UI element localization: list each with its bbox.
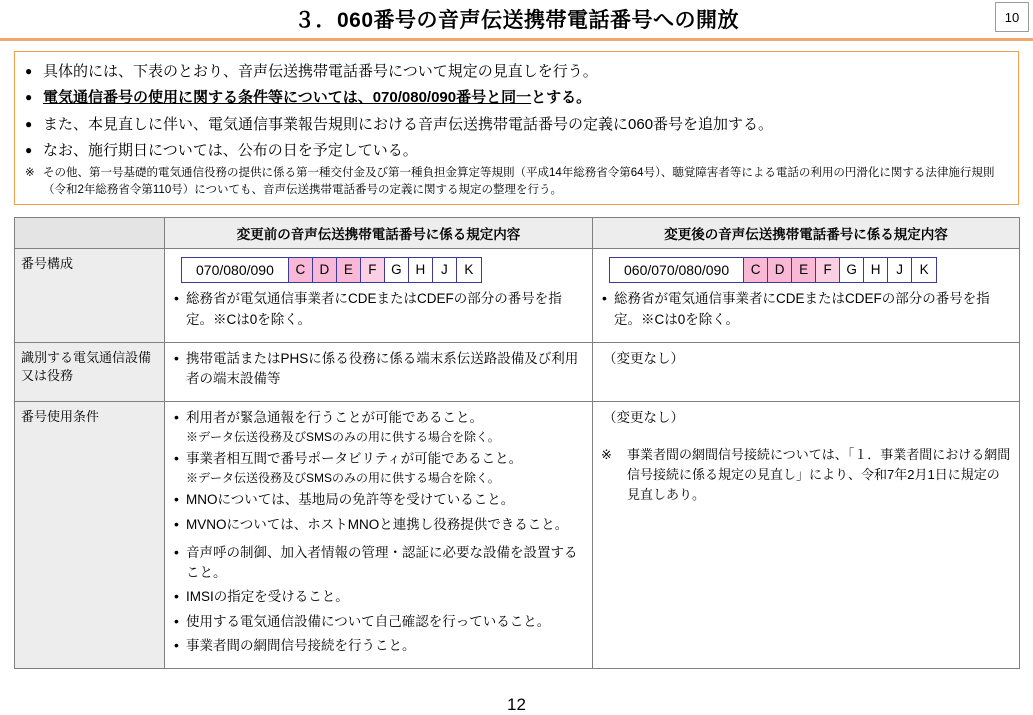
number-format-strip xyxy=(181,257,482,283)
table-row xyxy=(15,249,1020,343)
digit-box-j: J xyxy=(433,258,457,282)
digit-box-h: H xyxy=(864,258,888,282)
note-text: また、本見直しに伴い、電気通信事業報告規則における音声伝送携帯電話番号の定義に060番号を追加する。 xyxy=(43,115,774,133)
table-header-before: 変更前の音声伝送携帯電話番号に係る規定内容 xyxy=(165,218,593,249)
digit-box-h: H xyxy=(409,258,433,282)
list-item: • 使用する電気通信設備について自己確認を行っていること。 xyxy=(173,612,584,632)
table-header-row xyxy=(15,218,1020,249)
digit-box-f: F xyxy=(361,258,385,282)
cell-after-number-structure xyxy=(593,249,1020,343)
table-header-after: 変更後の音声伝送携帯電話番号に係る規定内容 xyxy=(593,218,1020,249)
digit-box-d: D xyxy=(768,258,792,282)
cell-before-identified-facilities xyxy=(165,342,593,402)
list-item: • IMSIの指定を受けること。 xyxy=(173,587,584,607)
list-item-text: 利用者が緊急通報を行うことが可能であること。 xyxy=(186,410,483,426)
table-row xyxy=(15,402,1020,669)
list-item: • 総務省が電気通信事業者にCDEまたはCDEFの部分の番号を指定。※Cは0を除く。 xyxy=(601,289,1011,330)
page-number-value: 10 xyxy=(1004,9,1020,25)
note-item xyxy=(25,60,1008,83)
list-item: • 音声呼の制御、加入者情報の管理・認証に必要な設備を設置すること。 xyxy=(173,543,584,584)
list-item xyxy=(173,408,584,445)
cell-footnote-mark: ※ xyxy=(601,446,612,462)
footnote xyxy=(25,165,1008,198)
cell-bullet-list xyxy=(601,289,1011,330)
digit-box-j: J xyxy=(888,258,912,282)
row-label: 識別する電気通信設備又は役務 xyxy=(15,342,165,402)
page-title xyxy=(0,0,1033,38)
digit-box-k: K xyxy=(912,258,936,282)
list-item-subnote: ※データ伝送役務及びSMSのみの用に供する場合を除く。 xyxy=(186,470,500,485)
cell-after-identified-facilities xyxy=(593,342,1020,402)
table-corner-cell xyxy=(15,218,165,249)
row-label: 番号構成 xyxy=(15,249,165,343)
bullet-icon: ● xyxy=(25,142,33,157)
bullet-icon: ● xyxy=(25,90,33,105)
bullet-icon: ● xyxy=(25,64,33,78)
digit-box-f: F xyxy=(816,258,840,282)
footnote-text: その他、第一号基礎的電気通信役務の提供に係る第一種交付金及び第一種負担金算定等規則（平成14年総務省令第64号）、聴覚障害者等による電話の利用の円滑化に関する法律施行規則（令和2年総務省令第110号）についても、音声伝送携帯電話番号の定義に関する規定の整理を行う。 xyxy=(43,167,995,196)
note-text-tail: とする。 xyxy=(531,89,592,107)
digit-box-k: K xyxy=(457,258,481,282)
no-change-label: （変更なし） xyxy=(603,350,684,366)
list-item: • MVNOについては、ホストMNOと連携し役務提供できること。 xyxy=(173,515,584,535)
list-item-text: 事業者相互間で番号ポータビリティが可能であること。 xyxy=(186,451,523,467)
list-item-subnote: ※データ伝送役務及びSMSのみの用に供する場合を除く。 xyxy=(186,429,500,444)
note-item xyxy=(25,139,1008,162)
list-item: • 事業者間の網間信号接続を行うこと。 xyxy=(173,636,584,656)
digit-box-g: G xyxy=(840,258,864,282)
summary-notes-box xyxy=(14,51,1019,205)
note-item xyxy=(25,86,1008,109)
page-title-text: ３．060番号の音声伝送携帯電話番号への開放 xyxy=(293,9,740,32)
title-divider xyxy=(0,38,1033,41)
digit-box-d: D xyxy=(313,258,337,282)
list-item: • 総務省が電気通信事業者にCDEまたはCDEFの部分の番号を指定。※Cは0を除く。 xyxy=(173,289,584,330)
digit-box-c: C xyxy=(289,258,313,282)
note-text-emphasis: 電気通信番号の使用に関する条件等については、070/080/090番号と同一 xyxy=(43,89,532,107)
note-text: 具体的には、下表のとおり、音声伝送携帯電話番号について規定の見直しを行う。 xyxy=(43,63,598,80)
list-item: • MNOについては、基地局の免許等を受けていること。 xyxy=(173,490,584,510)
cell-bullet-list xyxy=(173,289,584,330)
comparison-table xyxy=(14,217,1020,669)
note-text: なお、施行期日については、公布の日を予定している。 xyxy=(43,141,418,159)
no-change-label: （変更なし） xyxy=(603,410,684,426)
row-label: 番号使用条件 xyxy=(15,402,165,669)
list-item xyxy=(173,449,584,486)
cell-footnote-text: 事業者間の網間信号接続については、「１．事業者間における網間信号接続に係る規定の見直し」により、令和7年2月1日に規定の見直しあり。 xyxy=(627,446,1011,502)
number-prefix: 070/080/090 xyxy=(182,258,289,282)
cell-after-usage-conditions xyxy=(593,402,1020,669)
table-row xyxy=(15,342,1020,402)
cell-footnote xyxy=(601,445,1011,505)
digit-box-c: C xyxy=(744,258,768,282)
note-text xyxy=(43,86,1008,109)
digit-box-e: E xyxy=(337,258,361,282)
digit-box-e: E xyxy=(792,258,816,282)
digit-box-g: G xyxy=(385,258,409,282)
number-prefix: 060/070/080/090 xyxy=(610,258,744,282)
list-item: • 携帯電話またはPHSに係る役務に係る端末系伝送路設備及び利用者の端末設備等 xyxy=(173,349,584,390)
slide-footer-number: 12 xyxy=(507,695,526,714)
note-item xyxy=(25,113,1008,136)
bullet-icon: ● xyxy=(25,116,33,131)
cell-before-number-structure xyxy=(165,249,593,343)
footnote-mark: ※ xyxy=(25,167,35,179)
number-format-strip xyxy=(609,257,937,283)
cell-bullet-list xyxy=(173,349,584,390)
cell-bullet-list xyxy=(173,408,584,656)
cell-before-usage-conditions xyxy=(165,402,593,669)
